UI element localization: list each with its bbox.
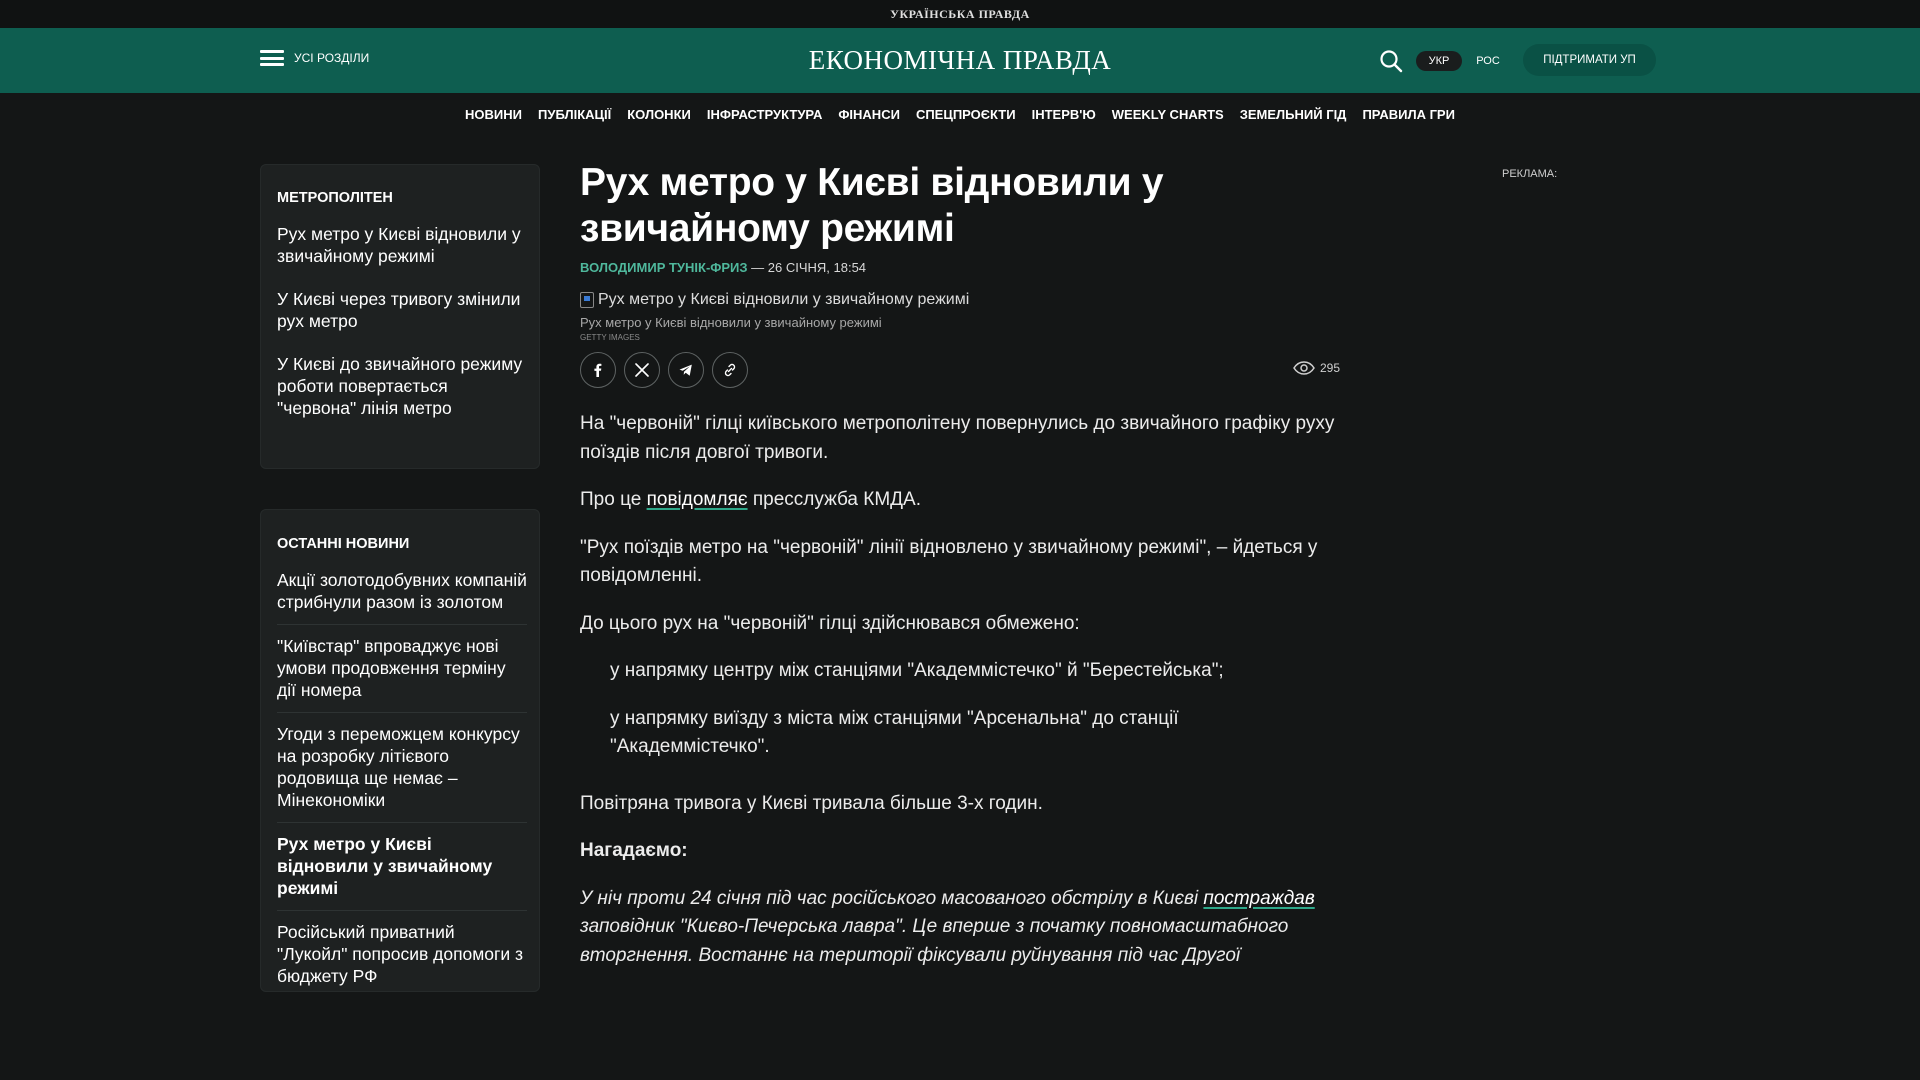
link-icon <box>722 362 738 378</box>
facebook-icon <box>590 362 606 378</box>
paragraph-source <box>580 486 1340 515</box>
byline <box>580 260 1340 275</box>
publish-date: — 26 СІЧНЯ, 18:54 <box>747 260 867 275</box>
search-icon[interactable] <box>1378 48 1404 74</box>
paragraph-reminder <box>580 885 1340 971</box>
metro-list <box>277 223 527 440</box>
list-item: у напрямку центру між станціями "Академмістечко" й "Берестейська"; <box>610 660 1224 681</box>
image-credit: GETTY IMAGES <box>580 333 640 342</box>
metro-list-item[interactable]: Рух метро у Києві відновили у звичайному режимі <box>277 224 521 266</box>
lang-ukr-button[interactable]: УКР <box>1416 51 1462 71</box>
metro-list-item[interactable]: У Києві через тривогу змінили рух метро <box>277 289 521 331</box>
views-count: 295 <box>1319 361 1340 375</box>
author-link[interactable]: ВОЛОДИМИР ТУНІК-ФРИЗ <box>580 260 748 275</box>
latest-news-title[interactable]: ОСТАННІ НОВИНИ <box>277 536 410 552</box>
article-body <box>580 410 1340 970</box>
metro-box-title[interactable]: МЕТРОПОЛІТЕН <box>277 190 393 206</box>
restriction-list <box>580 657 1340 762</box>
metro-list-item[interactable]: У Києві до звичайного режиму роботи повертається "червона" лінія метро <box>277 354 523 418</box>
ad-label: РЕКЛАМА: <box>1502 168 1558 180</box>
site-header <box>0 28 1920 93</box>
latest-news-item[interactable]: Російський приватний "Лукойл" попросив допомоги з бюджету РФ <box>277 911 527 992</box>
copy-link-button[interactable] <box>712 352 748 388</box>
nav-item-columns[interactable]: КОЛОНКИ <box>627 106 691 122</box>
share-telegram-button[interactable] <box>668 352 704 388</box>
nav-item-rules-of-game[interactable]: ПРАВИЛА ГРИ <box>1362 106 1455 122</box>
all-sections-label: УСІ РОЗДІЛИ <box>294 51 370 65</box>
reminder-heading: Нагадаємо: <box>580 840 688 861</box>
text-span: У ніч проти 24 січня під час російського масованого обстрілу в Києві <box>580 887 1204 909</box>
latest-news-item[interactable]: "Київстар" впроваджує нові умови продовження терміну дії номера <box>277 625 527 713</box>
image-caption: Рух метро у Києві відновили у звичайному режимі <box>580 315 882 330</box>
latest-news-item-active[interactable]: Рух метро у Києві відновили у звичайному режимі <box>277 823 527 911</box>
nav-item-infrastructure[interactable]: ІНФРАСТРУКТУРА <box>706 106 823 122</box>
up-brand-logo[interactable]: УКРАЇНСЬКА ПРАВДА <box>890 6 1030 21</box>
metro-sidebar-box <box>260 164 540 469</box>
support-button[interactable]: ПІДТРИМАТИ УП <box>1523 44 1656 76</box>
nav-item-publications[interactable]: ПУБЛІКАЦІЇ <box>538 106 612 122</box>
latest-news-item[interactable]: Угоди з переможцем конкурсу на розробку літієвого родовища ще немає – Мінекономіки <box>277 713 527 823</box>
paragraph: "Рух поїздів метро на "червоній" лінії відновлено у звичайному режимі", – йдеться у повідомленні. <box>580 536 1318 586</box>
nav-item-special-projects[interactable]: СПЕЦПРОЄКТИ <box>915 106 1016 122</box>
latest-news-list <box>277 569 527 992</box>
lang-ros-button[interactable]: РОС <box>1476 55 1500 67</box>
paragraph: До цього рух на "червоній" гілці здійснювався обмежено: <box>580 612 1080 634</box>
paragraph: На "червоній" гілці київського метрополітену повернулись до звичайного графіку руху поїздів після довгої тривоги. <box>580 413 1335 463</box>
damage-link[interactable]: постраждав <box>1203 887 1315 909</box>
share-facebook-button[interactable] <box>580 352 616 388</box>
x-icon <box>635 363 649 377</box>
paragraph: Повітряна тривога у Києві тривала більше 3-х годин. <box>580 792 1043 814</box>
nav-item-land-guide[interactable]: ЗЕМЕЛЬНИЙ ГІД <box>1239 106 1347 122</box>
text-span: заповідник "Києво-Печерська лавра". Це вперше з початку повномасштабного вторгнення. Востаннє на території фіксували руйнування під час Другої <box>580 916 1289 966</box>
all-sections-button[interactable] <box>260 50 369 66</box>
broken-image-icon <box>580 292 594 308</box>
telegram-icon <box>678 362 694 378</box>
site-logo[interactable]: ЕКОНОМІЧНА ПРАВДА <box>808 45 1112 75</box>
nav-item-news[interactable]: НОВИНИ <box>465 106 523 122</box>
image-alt-text: Рух метро у Києві відновили у звичайному режимі <box>598 291 970 308</box>
share-row <box>580 352 1340 388</box>
latest-news-item[interactable]: Акції золотодобувних компаній стрибнули разом із золотом <box>277 569 527 625</box>
bottom-overlay <box>0 992 1920 1080</box>
views-counter <box>1293 361 1340 375</box>
list-item: у напрямку виїзду з міста між станціями "Арсенальна" до станції "Академмістечко". <box>610 707 1179 757</box>
eye-icon <box>1293 361 1315 375</box>
nav-item-weekly-charts[interactable]: WEEKLY CHARTS <box>1111 106 1224 122</box>
top-strip <box>0 0 1920 28</box>
nav-item-interview[interactable]: ІНТЕРВ'Ю <box>1031 106 1096 122</box>
hamburger-icon <box>260 50 284 66</box>
nav-item-finance[interactable]: ФІНАНСИ <box>838 106 900 122</box>
latest-news-box <box>260 509 540 992</box>
article <box>580 160 1340 989</box>
source-link[interactable]: повідомляє <box>646 489 748 510</box>
text-span: Про це <box>580 489 647 510</box>
main-nav <box>0 98 1920 130</box>
text-span: пресслужба КМДА. <box>747 489 921 510</box>
article-title: Рух метро у Києві відновили у звичайному режимі <box>580 161 1164 250</box>
share-x-button[interactable] <box>624 352 660 388</box>
article-image <box>580 291 1340 309</box>
